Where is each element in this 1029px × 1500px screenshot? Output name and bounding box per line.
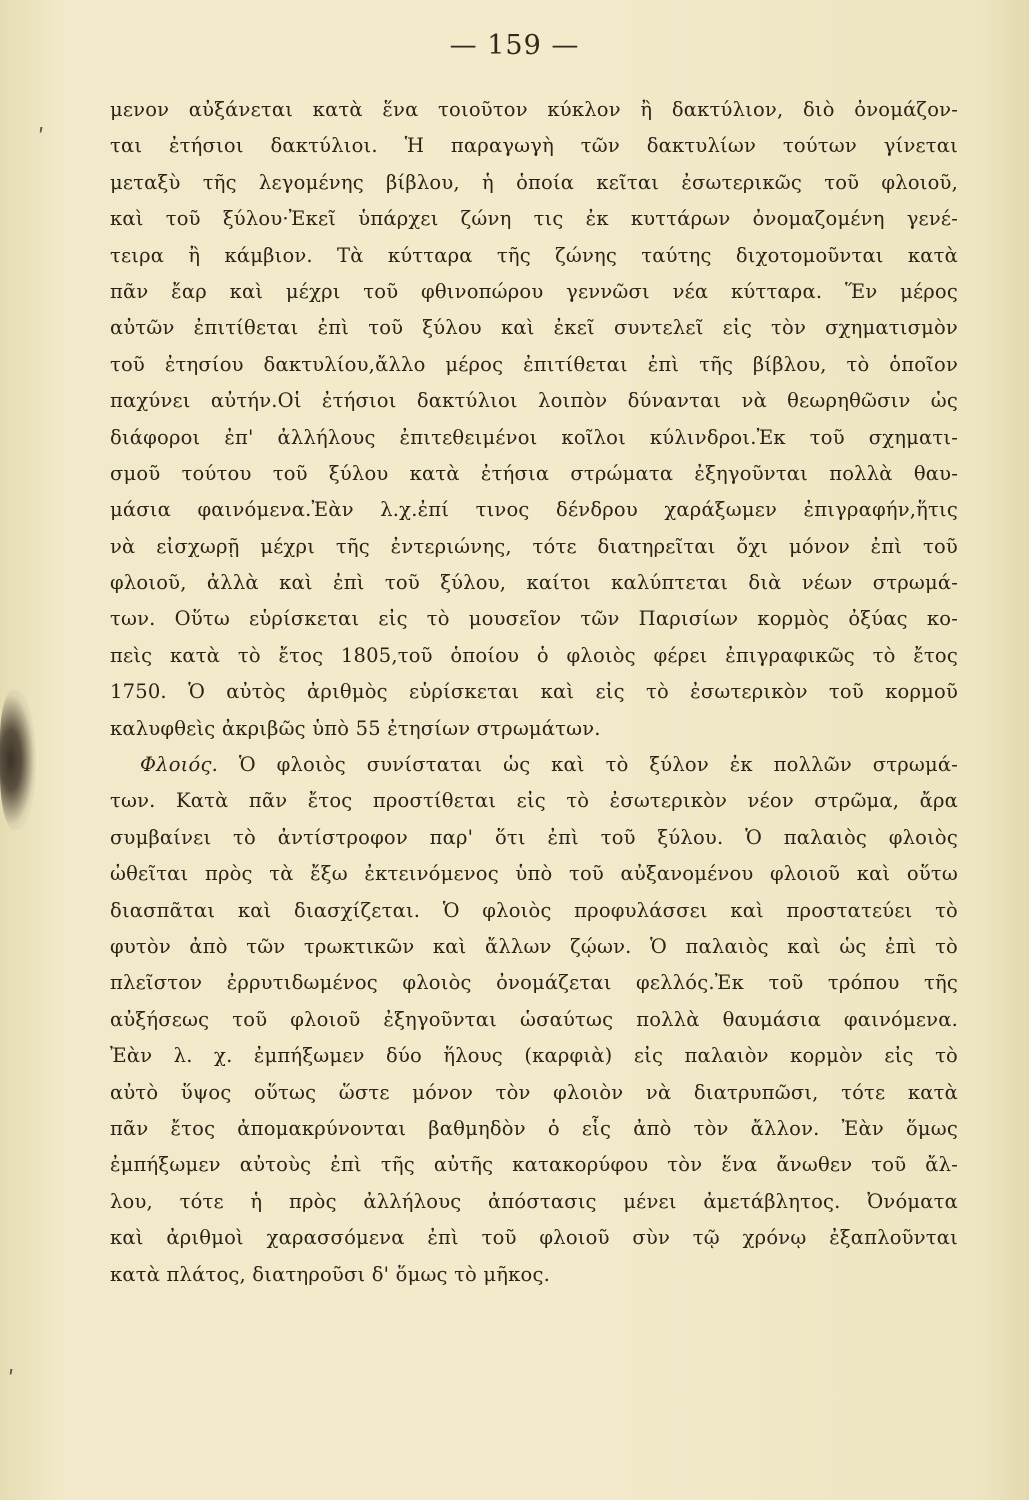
- text-line: των. Κατὰ πᾶν ἔτος προστίθεται εἰς τὸ ἐσωτερικὸν νέον στρῶμα, ἄρα: [110, 789, 958, 813]
- text-line: ἐμπήξωμεν αὐτοὺς ἐπὶ τῆς αὐτῆς κατακορύφου τὸν ἕνα ἄνωθεν τοῦ ἄλ-: [110, 1153, 958, 1177]
- text-line: παχύνει αὐτήν.Οἱ ἐτήσιοι δακτύλιοι λοιπὸν δύνανται νὰ θεωρηθῶσιν ὡς: [110, 389, 958, 413]
- margin-mark: ʹ: [38, 126, 45, 151]
- text-line: Φλοιός. Ὁ φλοιὸς συνίσταται ὡς καὶ τὸ ξύλον ἐκ πολλῶν στρωμά-: [140, 753, 958, 777]
- text-line: 1750. Ὁ αὐτὸς ἀριθμὸς εὑρίσκεται καὶ εἰς τὸ ἐσωτερικὸν τοῦ κορμοῦ: [110, 680, 958, 704]
- text-line: πᾶν ἔτος ἀπομακρύνονται βαθμηδὸν ὁ εἷς ἀπὸ τὸν ἄλλον. Ἐὰν ὅμως: [110, 1116, 958, 1140]
- text-line: των. Οὕτω εὑρίσκεται εἰς τὸ μουσεῖον τῶν Παρισίων κορμὸς ὀξύας κο-: [110, 607, 958, 631]
- text-line: τειρα ἢ κάμβιον. Τὰ κύτταρα τῆς ζώνης ταύτης διχοτομοῦνται κατὰ: [110, 243, 958, 267]
- text-line: μάσια φαινόμενα.Ἐὰν λ.χ.ἐπί τινος δένδρου χαράξωμεν ἐπιγραφήν,ἥτις: [110, 498, 958, 522]
- text-line: πᾶν ἔαρ καὶ μέχρι τοῦ φθινοπώρου γεννῶσι νέα κύτταρα. Ἕν μέρος: [110, 279, 958, 303]
- text-line: ὠθεῖται πρὸς τὰ ἔξω ἐκτεινόμενος ὑπὸ τοῦ αὐξανομένου φλοιοῦ καὶ οὕτω: [110, 862, 958, 886]
- text-line: διασπᾶται καὶ διασχίζεται. Ὁ φλοιὸς προφυλάσσει καὶ προστατεύει τὸ: [110, 898, 958, 922]
- text-line: αὐτῶν ἐπιτίθεται ἐπὶ τοῦ ξύλου καὶ ἐκεῖ συντελεῖ εἰς τὸν σχηματισμὸν: [110, 316, 958, 340]
- text-line: κατὰ πλάτος, διατηροῦσι δ' ὅμως τὸ μῆκος.: [110, 1262, 550, 1286]
- text-line: καλυφθεὶς ἀκριβῶς ὑπὸ 55 ἐτησίων στρωμάτων.: [110, 716, 601, 740]
- text-body: [110, 92, 958, 1293]
- text-line: τοῦ ἐτησίου δακτυλίου,ἄλλο μέρος ἐπιτίθεται ἐπὶ τῆς βίβλου, τὸ ὁποῖον: [110, 352, 958, 376]
- page-number: — 159 —: [449, 30, 580, 61]
- text-line: καὶ ἀριθμοὶ χαρασσόμενα ἐπὶ τοῦ φλοιοῦ σὺν τῷ χρόνῳ ἐξαπλοῦνται: [110, 1226, 958, 1250]
- page-stain: [0, 690, 36, 830]
- text-line: Ἐὰν λ. χ. ἐμπήξωμεν δύο ἥλους (καρφιὰ) εἰς παλαιὸν κορμὸν εἰς τὸ: [110, 1044, 958, 1068]
- text-line: πλεῖστον ἐρρυτιδωμένος φλοιὸς ὀνομάζεται φελλός.Ἐκ τοῦ τρόπου τῆς: [110, 971, 958, 995]
- text-line: μεταξὺ τῆς λεγομένης βίβλου, ἡ ὁποία κεῖται ἐσωτερικῶς τοῦ φλοιοῦ,: [110, 170, 958, 194]
- text-line: λου, τότε ἡ πρὸς ἀλλήλους ἀπόστασις μένει ἀμετάβλητος. Ὀνόματα: [110, 1189, 958, 1213]
- text-line: φυτὸν ἀπὸ τῶν τρωκτικῶν καὶ ἄλλων ζῴων. Ὁ παλαιὸς καὶ ὡς ἐπὶ τὸ: [110, 934, 958, 958]
- text-line: φλοιοῦ, ἀλλὰ καὶ ἐπὶ τοῦ ξύλου, καίτοι καλύπτεται διὰ νέων στρωμά-: [110, 571, 958, 595]
- text-line: διάφοροι ἐπ' ἀλλήλους ἐπιτεθειμένοι κοῖλοι κύλινδροι.Ἐκ τοῦ σχηματι-: [110, 425, 958, 449]
- text-line: αὐτὸ ὕψος οὕτως ὥστε μόνον τὸν φλοιὸν νὰ διατρυπῶσι, τότε κατὰ: [110, 1080, 958, 1104]
- text-line: ται ἐτήσιοι δακτύλιοι. Ἡ παραγωγὴ τῶν δακτυλίων τούτων γίνεται: [110, 134, 958, 158]
- text-line: αὐξήσεως τοῦ φλοιοῦ ἐξηγοῦνται ὡσαύτως πολλὰ θαυμάσια φαινόμενα.: [110, 1007, 958, 1031]
- text-line: καὶ τοῦ ξύλου·Ἐκεῖ ὑπάρχει ζώνη τις ἐκ κυττάρων ὀνομαζομένη γενέ-: [110, 207, 958, 231]
- text-line: μενον αὐξάνεται κατὰ ἕνα τοιοῦτον κύκλον ἢ δακτύλιον, διὸ ὀνομάζον-: [110, 98, 958, 121]
- text-line: σμοῦ τούτου τοῦ ξύλου κατὰ ἐτήσια στρώματα ἐξηγοῦνται πολλὰ θαυ-: [110, 461, 958, 485]
- text-line: νὰ εἰσχωρῇ μέχρι τῆς ἐντεριώνης, τότε διατηρεῖται ὄχι μόνον ἐπὶ τοῦ: [110, 534, 958, 558]
- text-line: πεὶς κατὰ τὸ ἔτος 1805,τοῦ ὁποίου ὁ φλοιὸς φέρει ἐπιγραφικῶς τὸ ἔτος: [110, 643, 958, 667]
- margin-mark: ʹ: [8, 1368, 15, 1393]
- text-line: συμβαίνει τὸ ἀντίστροφον παρ' ὅτι ἐπὶ τοῦ ξύλου. Ὁ παλαιὸς φλοιὸς: [110, 825, 958, 849]
